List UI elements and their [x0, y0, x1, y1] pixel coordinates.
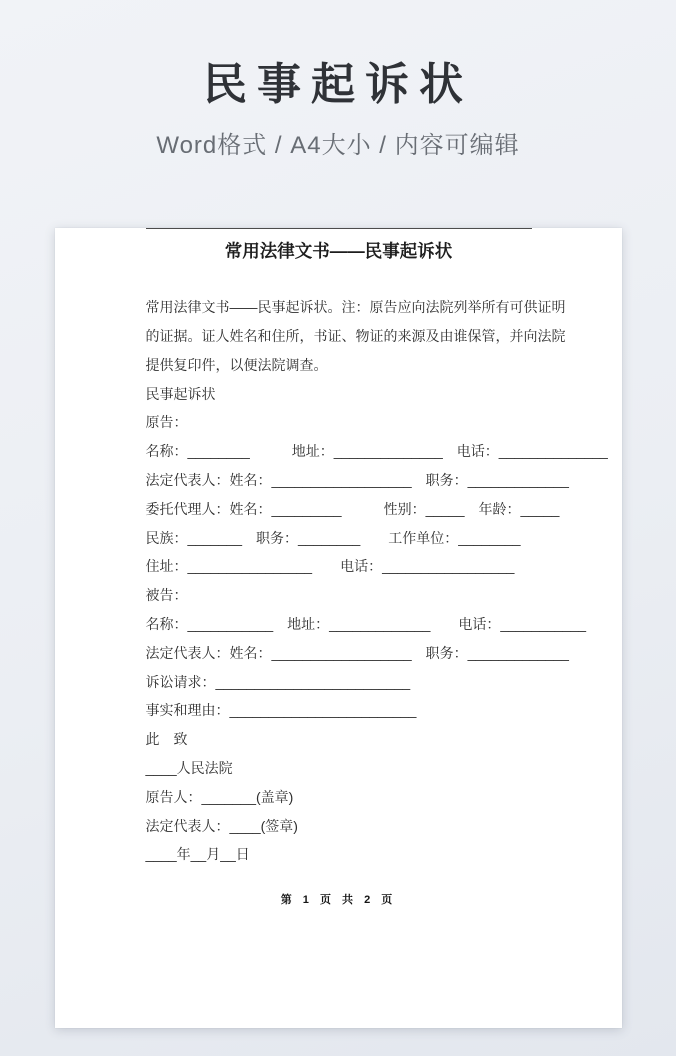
page-title: 民事起诉状 — [203, 60, 473, 109]
document-title: 常用法律文书——民事起诉状 — [224, 241, 453, 262]
document-line: 住址：________________ 电话：_________________ — [145, 558, 515, 575]
document-line: 民族：_______ 职务：________ 工作单位：________ — [145, 529, 521, 546]
header — [0, 0, 676, 160]
document-line: 名称：___________ 地址：_____________ 电话：___________ — [145, 615, 587, 632]
document-line: 常用法律文书——民事起诉状。注：原告应向法院列举所有可供证明 — [145, 299, 566, 316]
page-subtitle: Word格式 / A4大小 / 内容可编辑 — [156, 132, 520, 160]
document-line: 民事起诉状 — [145, 385, 216, 402]
document-line: 诉讼请求：_________________________ — [145, 673, 411, 690]
document-line: 法定代表人：姓名：__________________ 职务：_____________ — [145, 471, 569, 488]
page-number-footer: 第 1 页 共 2 页 — [280, 894, 397, 907]
document-line: 名称：________ 地址：______________ 电话：______________ — [145, 443, 608, 460]
document-body — [145, 293, 608, 869]
header-rule-divider — [146, 228, 532, 229]
document-line: 法定代表人：姓名：__________________ 职务：_____________ — [145, 644, 569, 661]
document-page — [55, 228, 622, 1028]
document-line: 此 致 — [145, 731, 188, 748]
document-line: 原告： — [145, 414, 188, 431]
document-line: ____年__月__日 — [145, 846, 250, 863]
document-line: 委托代理人：姓名：_________ 性别：_____ 年龄：_____ — [145, 500, 560, 517]
document-line: 原告人：_______(盖章) — [145, 788, 294, 805]
document-line: 被告： — [145, 587, 188, 604]
document-line: ____人民法院 — [145, 759, 233, 776]
document-line: 的证据。证人姓名和住所，书证、物证的来源及由谁保管，并向法院 — [145, 327, 566, 344]
document-line: 法定代表人：____(签章) — [145, 817, 298, 834]
document-line: 提供复印件，以便法院调查。 — [145, 356, 328, 373]
document-line: 事实和理由：________________________ — [145, 702, 417, 719]
